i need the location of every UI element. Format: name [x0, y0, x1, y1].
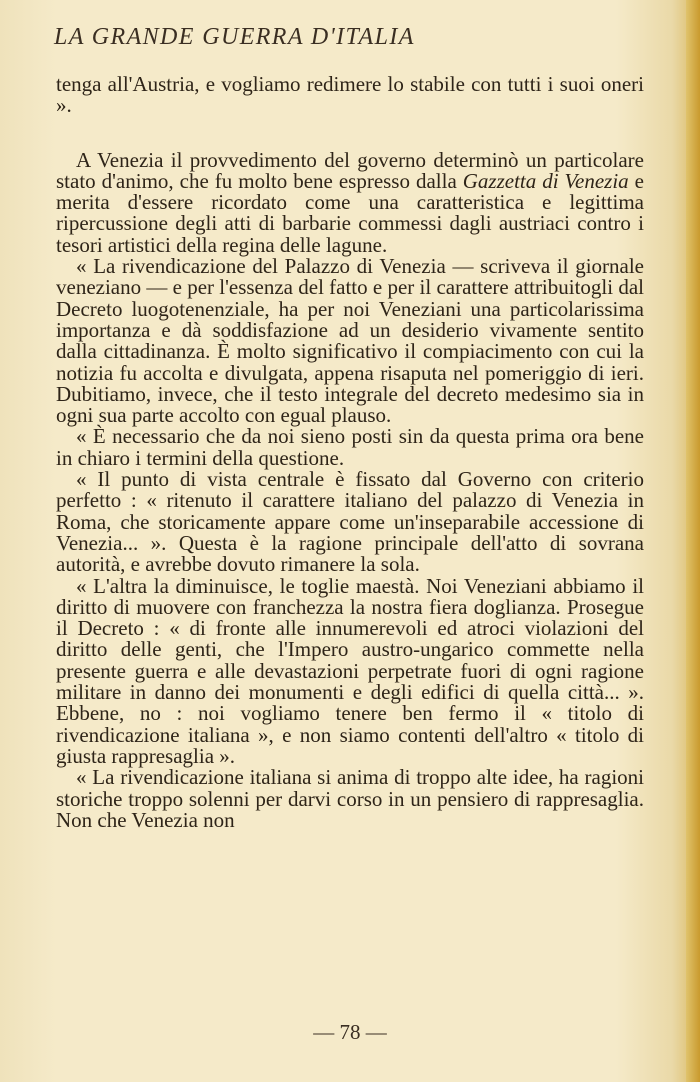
paragraph: « È necessario che da noi sieno posti sin da questa prima ora bene in chiaro i termini della questione.	[56, 424, 644, 470]
paragraph: « La rivendicazione del Palazzo di Venezia — scriveva il giornale veneziano — e per l'essenza del fatto e per il carattere attribuitogli dal Decreto luogotenenziale, ha per noi Veneziani una particolarissima importanza e dà soddisfazione ad un desiderio vivamente sentito dalla cittadinanza. È molto significativo il compiacimento con cui la notizia fu accolta e divulgata, appena risaputa nel pomeriggio di ieri. Dubitiamo, invece, che il testo integrale del decreto medesimo sia in ogni sua parte accolto con egual plauso.	[56, 254, 645, 428]
running-head: LA GRANDE GUERRA D'ITALIA	[54, 24, 415, 50]
newspaper-title: Gazzetta di Venezia	[462, 168, 629, 193]
body-text	[56, 74, 644, 831]
paragraph: A Venezia il provvedimento del governo determinò un particolare stato d'animo, che fu molto bene espresso dalla Gazzetta di Venezia e merita d'essere ricordato come una caratteristica e legittima ripercussione degli atti di barbarie commessi dagli austriaci contro i tesori artistici della regina delle lagune.	[56, 147, 644, 257]
paragraph: « L'altra la diminuisce, le toglie maestà. Noi Veneziani abbiamo il diritto di muovere con franchezza la nostra fiera doglianza. Prosegue il Decreto : « di fronte alle innumerevoli ed atroci violazioni del diritto delle genti, che l'Impero austro-ungarico commette nella presente guerra e alle devastazioni perpetrate fuori di ogni ragione militare in danno dei monumenti e degli edifici di quella città... ». Ebbene, no : noi vogliamo tenere ben fermo il « titolo di rivendicazione italiana », e non siamo contenti dell'altro « titolo di giusta rappresaglia ».	[56, 573, 644, 768]
page-edge	[686, 0, 700, 1082]
paragraph-continuation: tenga all'Austria, e vogliamo redimere lo stabile con tutti i suoi oneri ».	[56, 72, 644, 118]
paragraph: « La rivendicazione italiana si anima di troppo alte idee, ha ragioni storiche troppo solenni per darvi corso in un pensiero di rappresaglia. Non che Venezia non	[56, 765, 644, 832]
paragraph: « Il punto di vista centrale è fissato dal Governo con criterio perfetto : « ritenuto il carattere italiano del palazzo di Venezia in Roma, che storicamente appare come un'inseparabile accessione di Venezia... ». Questa è la ragione principale dell'atto di sovrana autorità, e avrebbe dovuto rimanere la sola.	[56, 467, 644, 577]
page-number: — 78 —	[313, 1020, 387, 1044]
